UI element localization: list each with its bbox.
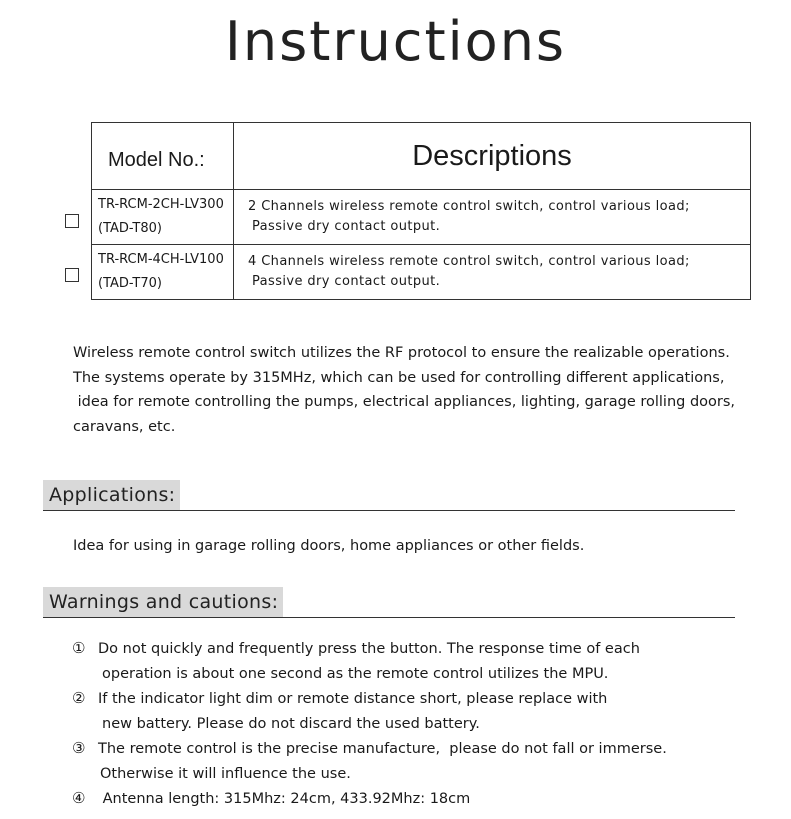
warning-text: new battery. Please do not discard the used battery. (102, 715, 480, 732)
description-cell (234, 245, 751, 300)
warning-text: The remote control is the precise manufacture, please do not fall or immerse. (98, 741, 667, 757)
warnings-list (72, 636, 772, 812)
models-table (91, 122, 751, 300)
applications-heading-label: Applications: (43, 480, 180, 510)
list-item (72, 686, 772, 736)
column-header-model: Model No.: (92, 123, 234, 190)
warnings-heading (43, 587, 735, 618)
page-title: Instructions (224, 10, 567, 73)
description-line: 2 Channels wireless remote control switch, control various load; (248, 199, 690, 214)
intro-line: Wireless remote control switch utilizes the RF protocol to ensure the realizable operations. (73, 345, 730, 361)
warning-text: Antenna length: 315Mhz: 24cm, 433.92Mhz: 18cm (98, 791, 471, 807)
description-cell (234, 190, 751, 245)
intro-line: idea for remote controlling the pumps, electrical appliances, lighting, garage rolling doors, (73, 394, 736, 410)
warning-text: Otherwise it will influence the use. (100, 765, 351, 782)
model-alias: (TAD-T80) (98, 221, 162, 236)
model-number-cell (92, 245, 234, 300)
warning-text: If the indicator light dim or remote distance short, please replace with (98, 691, 608, 707)
description-line: Passive dry contact output. (252, 274, 441, 289)
warning-text: Do not quickly and frequently press the button. The response time of each (98, 641, 640, 657)
model-alias: (TAD-T70) (98, 276, 162, 291)
intro-line: The systems operate by 315MHz, which can be used for controlling different applications, (73, 369, 725, 386)
list-item (72, 636, 772, 686)
item-number: ② (72, 689, 86, 707)
table-row (92, 190, 751, 245)
item-number: ③ (72, 739, 86, 757)
warnings-heading-label: Warnings and cautions: (43, 587, 283, 617)
model-checkbox-2ch[interactable] (65, 214, 79, 228)
applications-heading (43, 480, 735, 511)
column-header-descriptions: Descriptions (234, 123, 751, 190)
intro-line: caravans, etc. (73, 418, 176, 435)
model-number: TR-RCM-4CH-LV100 (98, 252, 224, 267)
description-line: Passive dry contact output. (252, 219, 441, 234)
applications-text: Idea for using in garage rolling doors, home appliances or other fields. (73, 538, 585, 554)
item-number: ④ (72, 789, 86, 807)
description-line: 4 Channels wireless remote control switch, control various load; (248, 254, 690, 269)
warning-text: operation is about one second as the remote control utilizes the MPU. (102, 665, 609, 682)
intro-paragraph (73, 341, 763, 439)
model-number-cell (92, 190, 234, 245)
table-row (92, 245, 751, 300)
list-item (72, 786, 772, 812)
list-item (72, 736, 772, 786)
model-number: TR-RCM-2CH-LV300 (98, 197, 224, 212)
model-checkbox-4ch[interactable] (65, 268, 79, 282)
item-number: ① (72, 639, 86, 657)
